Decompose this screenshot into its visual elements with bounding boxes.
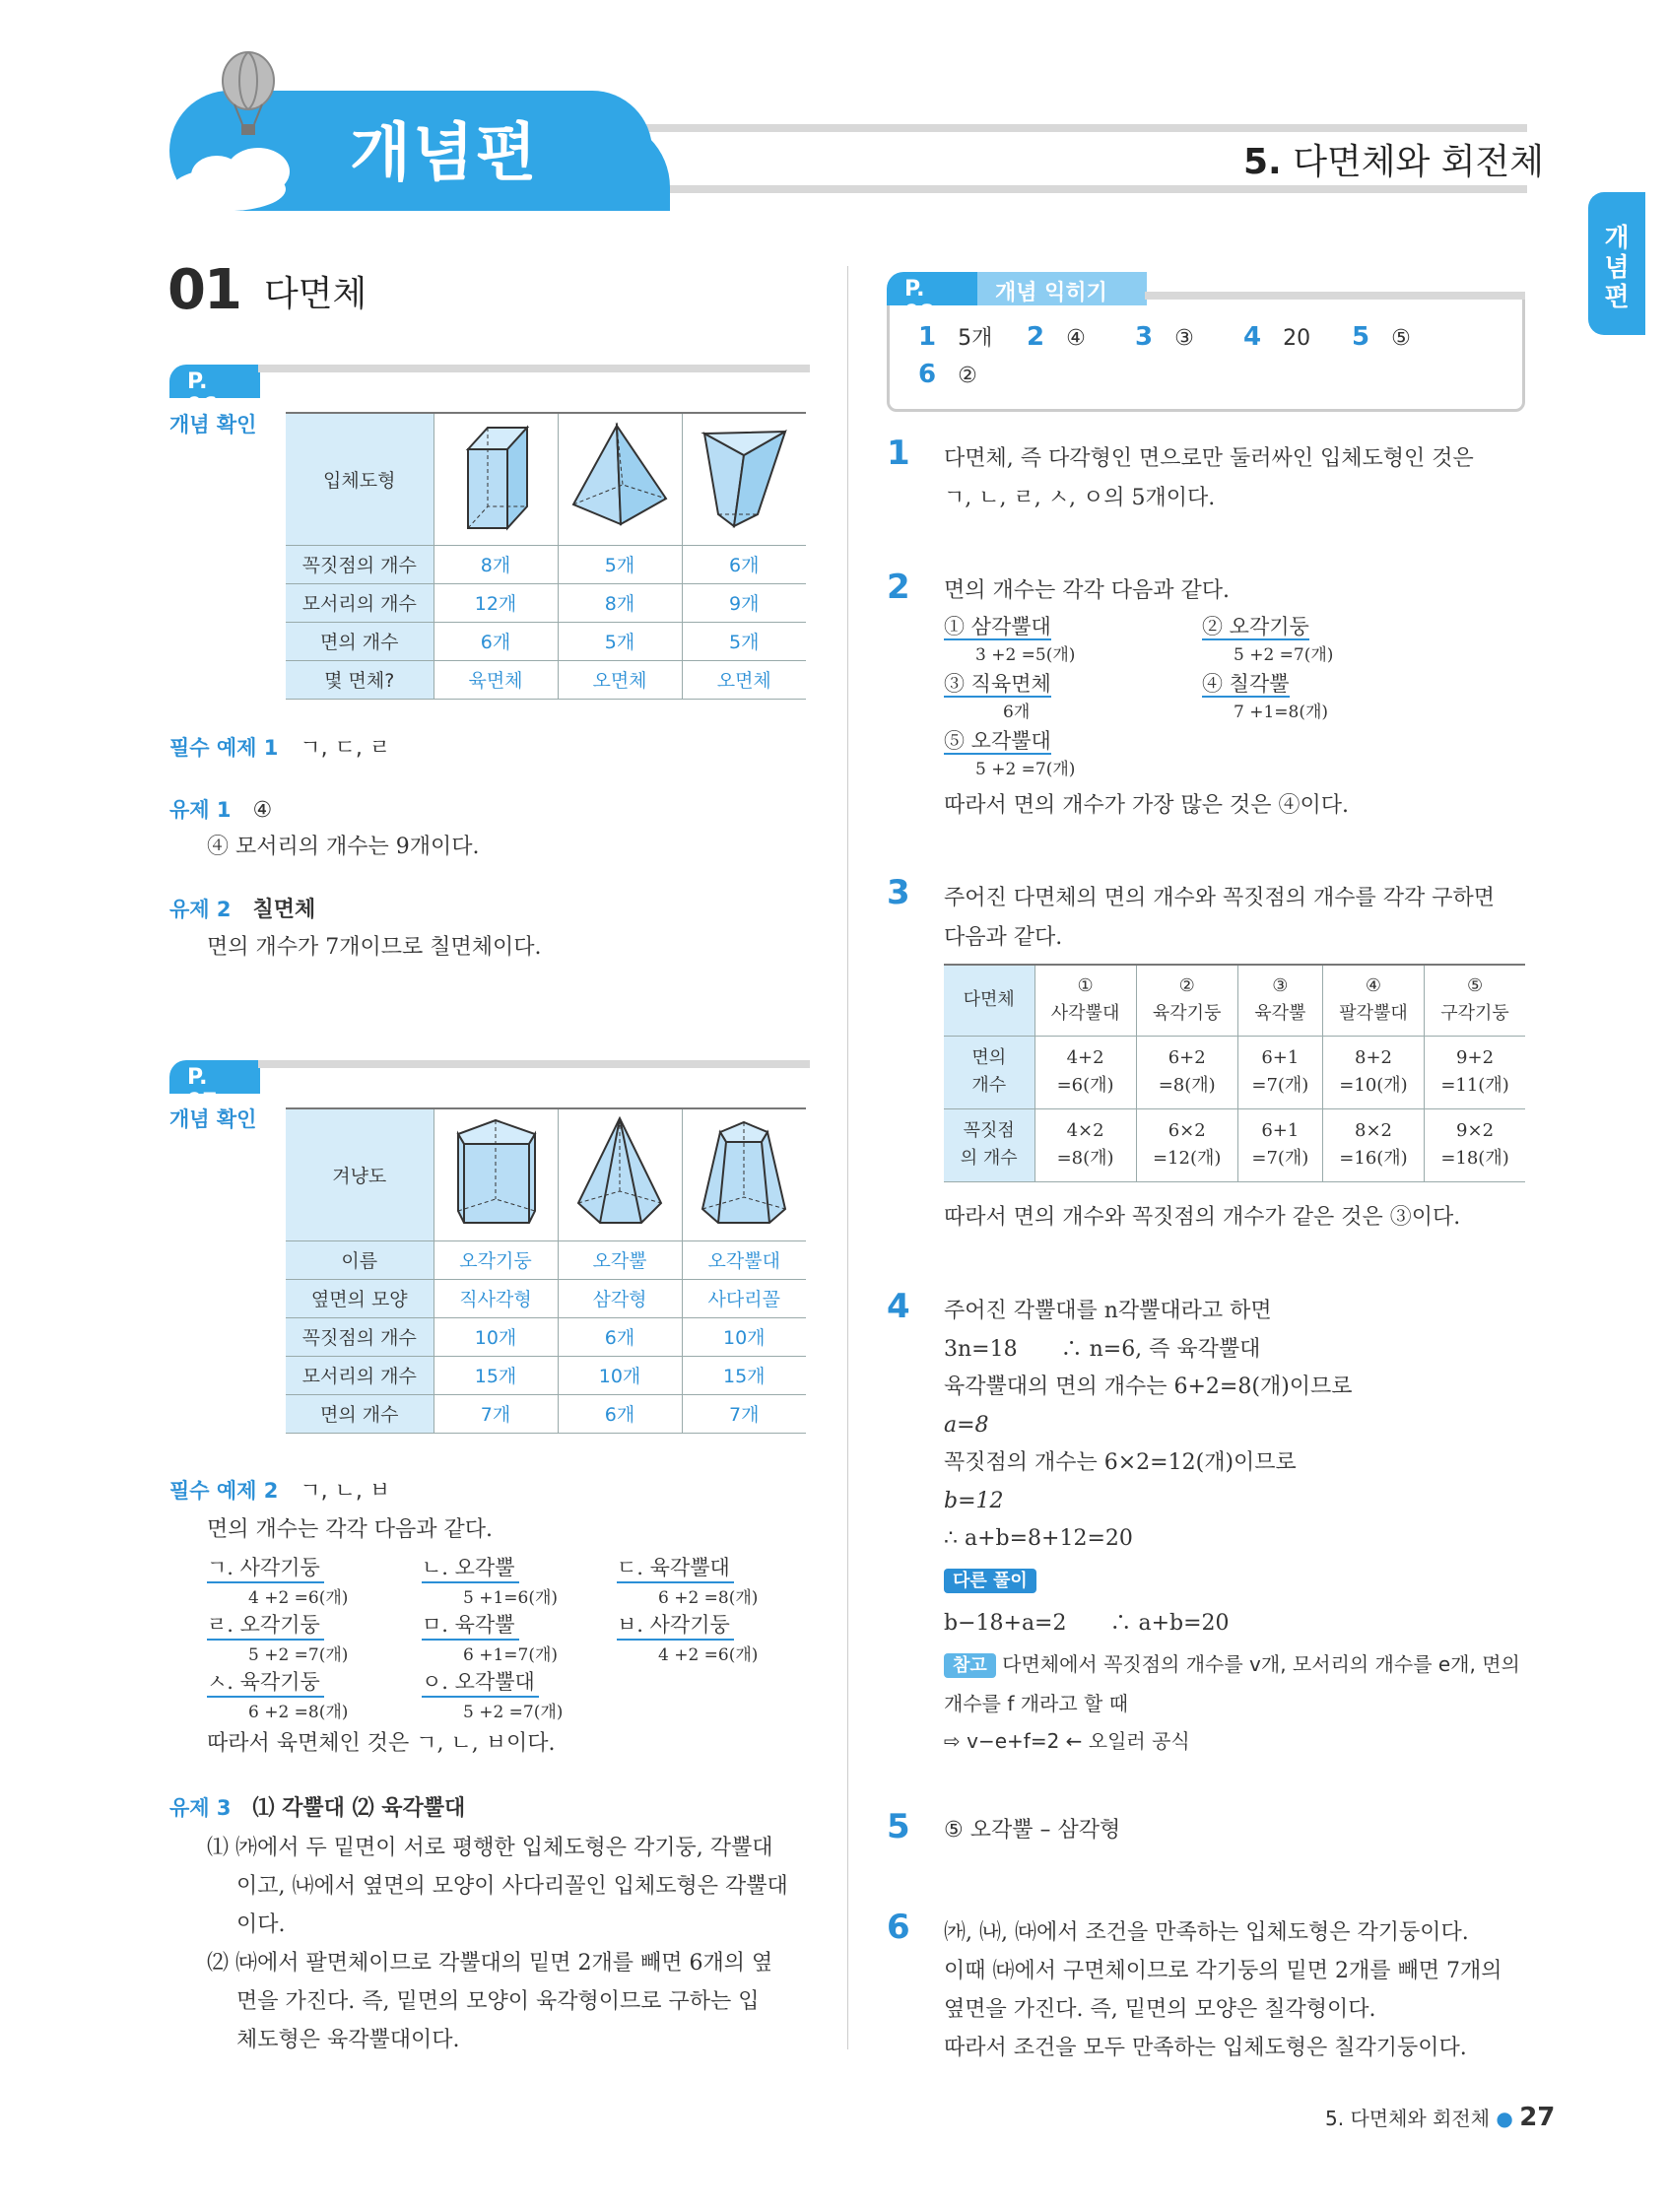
question-2-conclusion: 따라서 면의 개수가 가장 많은 것은 ④이다. — [944, 793, 1349, 818]
item: ㅁ. 육각뿔 6 +1=7(개) — [422, 1609, 558, 1665]
required-example-2-intro: 면의 개수는 각각 다음과 같다. — [207, 1517, 493, 1542]
quick-answer: 1 5개 — [918, 322, 993, 352]
cell-value: 9×2 =18(개) — [1425, 1108, 1525, 1181]
cell-value: 6개 — [434, 622, 558, 660]
exercise-2-answer: 칠면체 — [252, 898, 316, 922]
exercise-1-explanation: ④ 모서리의 개수는 9개이다. — [207, 835, 480, 859]
cell-value: 9+2 =11(개) — [1425, 1036, 1525, 1108]
cell-header: 꼭짓점의 개수 — [286, 545, 434, 583]
exercise-1-label: 유제 1 — [169, 798, 232, 822]
chapter-title: 다면체와 회전체 — [1293, 142, 1545, 182]
cell-header: ② 육각기둥 — [1136, 965, 1237, 1036]
cell-header: ④ 팔각뿔대 — [1322, 965, 1424, 1036]
cell-value: 10개 — [682, 1317, 806, 1356]
page-footer — [1325, 2103, 1555, 2132]
quick-answer: 6 ② — [918, 360, 977, 389]
cell-value: 6×2 =12(개) — [1136, 1108, 1237, 1181]
question-3-conclusion: 따라서 면의 개수와 꼭짓점의 개수가 같은 것은 ③이다. — [944, 1205, 1461, 1230]
chapter-number: 5. — [1243, 142, 1282, 182]
cell-value: 오각뿔 — [558, 1240, 682, 1279]
exercise-3-answer: ⑴ 각뿔대 ⑵ 육각뿔대 — [252, 1796, 466, 1821]
cell-value: 4+2 =6(개) — [1034, 1036, 1136, 1108]
footer-chapter: 5. 다면체와 회전체 — [1325, 2107, 1491, 2130]
cell-value: 6개 — [682, 545, 806, 583]
page-badge-98: P. 98 — [887, 272, 979, 305]
required-example-1-answer: ㄱ, ㄷ, ㄹ — [300, 736, 391, 761]
cell-value: 4×2 =8(개) — [1034, 1108, 1136, 1181]
cell-value: 8개 — [434, 545, 558, 583]
question-3-table — [944, 964, 1525, 1182]
item: ③ 직육면체 6개 — [944, 672, 1051, 722]
cell-value: 15개 — [434, 1356, 558, 1394]
item: ② 오각기둥 5 +2 =7(개) — [1202, 615, 1334, 665]
cell-value: 오각기둥 — [434, 1240, 558, 1279]
question-2-number: 2 — [887, 568, 910, 607]
cell-value: 6+1 =7(개) — [1237, 1036, 1322, 1108]
question-1-solution: 다면체, 즉 다각형인 면으로만 둘러싸인 입체도형인 것은 ㄱ, ㄴ, ㄹ, ㅅ, ㅇ의 5개이다. — [944, 446, 1474, 510]
cuboid-icon — [446, 420, 545, 534]
cell-header: 면의 개수 — [286, 1394, 434, 1433]
alt-solution-tag: 다른 풀이 — [944, 1567, 1036, 1592]
cell-value: 7개 — [682, 1394, 806, 1433]
cell-value: 5개 — [682, 622, 806, 660]
pentagonal-frustum-figure — [682, 1108, 806, 1240]
required-example-2-label: 필수 예제 2 — [169, 1479, 279, 1503]
cell-value: 10개 — [558, 1356, 682, 1394]
pentagonal-prism-icon — [446, 1114, 545, 1231]
cell-value: 15개 — [682, 1356, 806, 1394]
quick-answer: 5 ⑤ — [1352, 322, 1411, 352]
page-badge-97: P. 97 — [169, 1060, 260, 1094]
question-4-solution: 주어진 각뿔대를 n각뿔대라고 하면 3n=18 ∴ n=6, 즉 육각뿔대 육각뿔대의 면의 개수는 6+2=8(개)이므로 a=8 꼭짓점의 개수는 6×2=12(개)이므로 b=12 ∴ a+b=8+12=20 — [944, 1299, 1353, 1551]
cell-value: 5개 — [558, 622, 682, 660]
required-example-2-items — [207, 1552, 818, 1729]
question-3-number: 3 — [887, 873, 910, 912]
pentagonal-prism-figure — [434, 1108, 558, 1240]
question-1-number: 1 — [887, 434, 910, 473]
quick-answer: 4 20 — [1243, 322, 1311, 352]
cell-header: 꼭짓점 의 개수 — [944, 1108, 1034, 1181]
cell-value: 오각뿔대 — [682, 1240, 806, 1279]
item: ㄷ. 육각뿔대 6 +2 =8(개) — [617, 1552, 758, 1608]
required-example-1 — [169, 731, 390, 762]
cell-value: 9개 — [682, 583, 806, 622]
pentagonal-frustum-icon — [695, 1114, 793, 1231]
question-6-number: 6 — [887, 1908, 910, 1947]
cell-header: ⑤ 구각기둥 — [1425, 965, 1525, 1036]
exercise-2 — [169, 893, 315, 923]
section-title: 다면체 — [264, 274, 367, 314]
note: 참고 다면체에서 꼭짓점의 개수를 v개, 모서리의 개수를 e개, 면의 개수를 f 개라고 할 때 ⇨ v−e+f=2 ← 오일러 공식 — [944, 1652, 1520, 1753]
concept-check-label-96: 개념 확인 — [169, 413, 257, 436]
item: ㅇ. 오각뿔대 5 +2 =7(개) — [422, 1666, 563, 1722]
hot-air-balloon-icon — [217, 51, 280, 140]
polyhedra-table-97 — [286, 1107, 806, 1434]
cell-header: 몇 면체? — [286, 660, 434, 699]
cell-value: 사다리꼴 — [682, 1279, 806, 1317]
item: ㄹ. 오각기둥 5 +2 =7(개) — [207, 1609, 348, 1665]
cell-value: 육면체 — [434, 660, 558, 699]
triangular-frustum-figure — [682, 413, 806, 545]
question-2-items — [944, 611, 1525, 788]
cell-header: 겨냥도 — [286, 1108, 434, 1240]
required-example-2-answer: ㄱ, ㄴ, ㅂ — [300, 1479, 391, 1504]
footer-bullet-icon: ● — [1496, 2107, 1513, 2130]
cell-header: 면의 개수 — [286, 622, 434, 660]
note-tag: 참고 — [944, 1653, 996, 1678]
cell-value: 삼각형 — [558, 1279, 682, 1317]
quick-answer: 3 ③ — [1135, 322, 1194, 352]
cell-value: 6개 — [558, 1394, 682, 1433]
quick-answer: 2 ④ — [1027, 322, 1086, 352]
exercise-1 — [169, 793, 272, 824]
required-example-1-label: 필수 예제 1 — [169, 736, 279, 760]
page-type-title: 개념편 — [350, 117, 539, 190]
cell-header: 모서리의 개수 — [286, 583, 434, 622]
question-5-solution: ⑤ 오각뿔 – 삼각형 — [944, 1818, 1121, 1843]
item: ㄱ. 사각기둥 4 +2 =6(개) — [207, 1552, 348, 1608]
required-example-2 — [169, 1474, 390, 1505]
cell-value: 12개 — [434, 583, 558, 622]
item: ㅅ. 육각기둥 6 +2 =8(개) — [207, 1666, 348, 1722]
question-5-number: 5 — [887, 1807, 910, 1846]
practice-label: 개념 익히기 — [977, 272, 1147, 305]
cell-value: 오면체 — [558, 660, 682, 699]
item: ⑤ 오각뿔대 5 +2 =7(개) — [944, 729, 1076, 779]
page-rule-96 — [258, 365, 810, 372]
side-tab-label: 개념편 — [1604, 224, 1630, 312]
item: ④ 칠각뿔 7 +1=8(개) — [1202, 672, 1329, 722]
question-3-intro: 주어진 다면체의 면의 개수와 꼭짓점의 개수를 각각 구하면 다음과 같다. — [944, 886, 1496, 950]
cell-header: 면의 개수 — [944, 1036, 1034, 1108]
item: ㄴ. 오각뿔 5 +1=6(개) — [422, 1552, 558, 1608]
cell-header: ① 사각뿔대 — [1034, 965, 1136, 1036]
cell-value: 직사각형 — [434, 1279, 558, 1317]
cell-header: 입체도형 — [286, 413, 434, 545]
triangular-frustum-icon — [695, 420, 793, 534]
cell-value: 8개 — [558, 583, 682, 622]
page-number: 27 — [1519, 2103, 1556, 2132]
cell-value: 6+1 =7(개) — [1237, 1108, 1322, 1181]
cell-value: 6+2 =8(개) — [1136, 1036, 1237, 1108]
cell-header: 모서리의 개수 — [286, 1356, 434, 1394]
exercise-1-answer: ④ — [252, 798, 273, 823]
cell-value: 8×2 =16(개) — [1322, 1108, 1424, 1181]
pentagonal-pyramid-icon — [570, 1114, 669, 1231]
exercise-2-explanation: 면의 개수가 7개이므로 칠면체이다. — [207, 935, 542, 960]
concept-check-label-97: 개념 확인 — [169, 1107, 257, 1131]
cuboid-figure — [434, 413, 558, 545]
cell-header: 이름 — [286, 1240, 434, 1279]
square-pyramid-figure — [558, 413, 682, 545]
cell-value: 5개 — [558, 545, 682, 583]
chapter-heading — [1243, 134, 1544, 184]
pentagonal-pyramid-figure — [558, 1108, 682, 1240]
exercise-3-label: 유제 3 — [169, 1796, 232, 1820]
page-badge-96: P. 96 — [169, 365, 260, 398]
column-divider — [847, 266, 848, 2049]
polyhedra-table-96 — [286, 412, 806, 700]
cell-header: 다면체 — [944, 965, 1034, 1036]
exercise-2-label: 유제 2 — [169, 898, 232, 921]
cell-header: 꼭짓점의 개수 — [286, 1317, 434, 1356]
side-tab — [1588, 192, 1645, 335]
cell-value: 10개 — [434, 1317, 558, 1356]
cell-header: ③ 육각뿔 — [1237, 965, 1322, 1036]
question-6-solution: ㈎, ㈏, ㈐에서 조건을 만족하는 입체도형은 각기둥이다. 이때 ㈐에서 구면체이므로 각기둥의 밑면 2개를 빼면 7개의 옆면을 가진다. 즉, 밑면의 모양은 칠각형이다. 따라서 조건을 모두 만족하는 입체도형은 칠각기둥이다. — [944, 1920, 1502, 2060]
header-rule-bottom — [655, 185, 1527, 193]
quick-answers — [918, 321, 1509, 400]
cell-value: 8+2 =10(개) — [1322, 1036, 1424, 1108]
cell-value: 오면체 — [682, 660, 806, 699]
exercise-3 — [169, 1791, 465, 1822]
cell-value: 7개 — [434, 1394, 558, 1433]
item: ㅂ. 사각기둥 4 +2 =6(개) — [617, 1609, 758, 1665]
square-pyramid-icon — [566, 420, 674, 534]
header-rule-top — [640, 124, 1527, 132]
question-2-intro: 면의 개수는 각각 다음과 같다. — [944, 578, 1230, 603]
cell-value: 6개 — [558, 1317, 682, 1356]
alt-solution: b−18+a=2 ∴ a+b=20 — [944, 1611, 1230, 1636]
item: ① 삼각뿔대 3 +2 =5(개) — [944, 615, 1076, 665]
page-rule-97 — [258, 1060, 810, 1068]
section-number: 01 — [167, 258, 240, 322]
cell-header: 옆면의 모양 — [286, 1279, 434, 1317]
exercise-3-explanation: ⑴ ㈎에서 두 밑면이 서로 평행한 입체도형은 각기둥, 각뿔대 이고, ㈏에서 옆면의 모양이 사다리꼴인 입체도형은 각뿔대 이다. ⑵ ㈐에서 팔면체이므로 각뿔대의 밑면 2개를 빼면 6개의 옆 면을 가진다. 즉, 밑면의 모양이 육각형이므로 구하는 입 체도형은 육각뿔대이다. — [207, 1836, 788, 2052]
question-4-number: 4 — [887, 1287, 910, 1326]
required-example-2-conclusion: 따라서 육면체인 것은 ㄱ, ㄴ, ㅂ이다. — [207, 1731, 556, 1756]
practice-rule — [1145, 292, 1525, 300]
